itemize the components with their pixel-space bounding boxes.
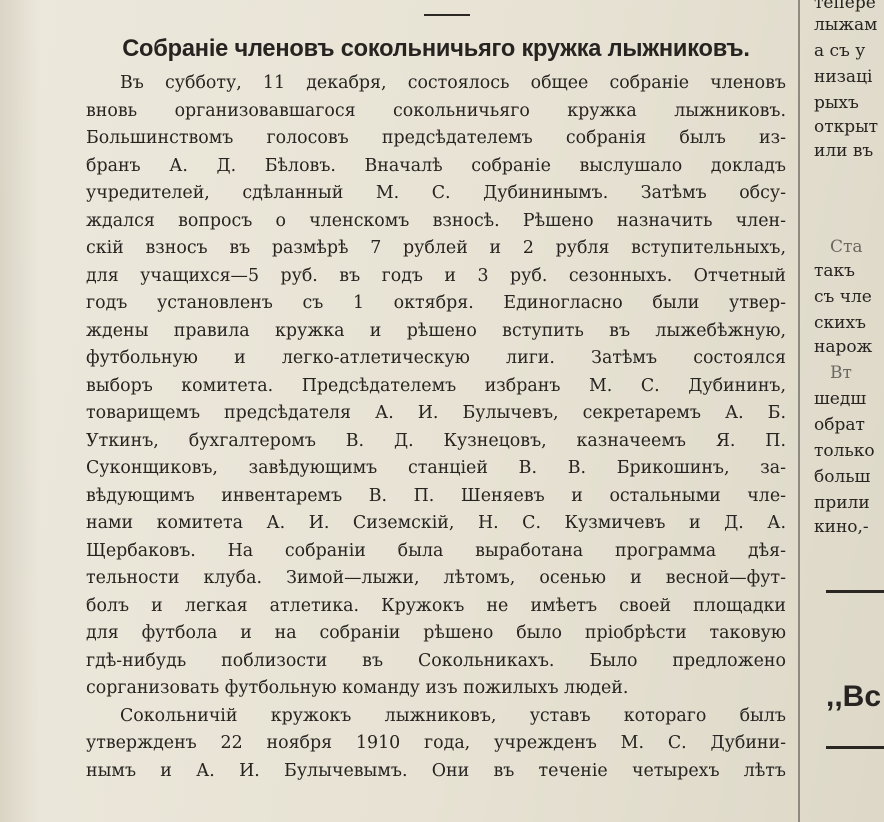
text-line: вновь организовавшагося сокольничьяго кружка лыжниковъ. xyxy=(86,100,786,121)
text-line: Большинствомъ голосовъ предсѣдателемъ собранія былъ из- xyxy=(86,128,786,148)
text-line: болъ и легкая атлетика. Кружокъ не имѣетъ своей площадки xyxy=(86,595,786,616)
text-line: тельности клуба. Зимой—лыжи, лѣтомъ, осенью и весной—фут- xyxy=(86,568,786,588)
side-text-fragment: открыт xyxy=(814,117,879,137)
text-line: футбольную и легко-атлетическую лиги. Затѣмъ состоялся xyxy=(86,348,786,368)
text-line: нами комитета А. И. Сиземскій, Н. С. Кузмичевъ и Д. А. xyxy=(86,513,786,533)
text-line: Щербаковъ. На собраніи была выработана программа дѣя- xyxy=(86,540,786,561)
side-text-fragment: съ чле xyxy=(814,287,872,307)
side-text-fragment: нарож xyxy=(814,337,873,357)
side-text-fragment: рыхъ xyxy=(814,93,859,113)
article-paragraph-1 xyxy=(86,70,786,703)
side-text-fragment: скихъ xyxy=(814,313,866,333)
side-rule-2 xyxy=(826,746,884,749)
side-text-fragment: такъ xyxy=(814,261,855,281)
side-text-fragment: Вт xyxy=(830,363,852,383)
text-line: годъ установленъ съ 1 октября. Единогласно были утвер- xyxy=(86,293,786,313)
top-separator-rule xyxy=(424,14,470,16)
side-text-fragment: лыжам xyxy=(814,15,878,35)
text-line: учредителей, сдѣланный М. С. Дубининымъ. Затѣмъ обсу- xyxy=(86,183,786,203)
side-text-fragment: а съ у xyxy=(814,41,866,61)
article-headline: Собраніе членовъ сокольничьяго кружка лыжниковъ. xyxy=(122,36,750,62)
text-line: скій взносъ въ размѣрѣ 7 рублей и 2 рубля вступительныхъ, xyxy=(86,238,786,258)
side-text-fragment: или въ xyxy=(814,141,874,161)
article-column xyxy=(86,28,786,785)
side-text-fragment: Ста xyxy=(830,237,863,257)
text-line: Уткинъ, бухгалтеромъ В. Д. Кузнецовъ, казначеемъ Я. П. xyxy=(86,430,786,451)
text-line: утвержденъ 22 ноября 1910 года, учрежденъ М. С. Дубини- xyxy=(86,733,786,753)
side-text-fragment: только xyxy=(814,441,875,461)
side-text-fragment: больш xyxy=(814,467,871,487)
page-shadow xyxy=(0,0,40,822)
text-line: выборъ комитета. Предсѣдателемъ избранъ М. С. Дубининъ, xyxy=(86,375,786,396)
side-text-fragment: обрат xyxy=(814,415,865,435)
text-line: Сокольничій кружокъ лыжниковъ, уставъ котораго былъ xyxy=(120,705,786,726)
text-line: сорганизовать футбольную команду изъ пожилыхъ людей. xyxy=(86,678,629,698)
text-line: ждены правила кружка и рѣшено вступить въ лыжебѣжную, xyxy=(86,320,786,341)
text-line: Въ субботу, 11 декабря, состоялось общее собраніе членовъ xyxy=(120,73,786,93)
text-line: для футбола и на собраніи рѣшено было пріобрѣсти таковую xyxy=(86,623,786,643)
column-divider-rule xyxy=(798,0,800,822)
side-text-fragment: низаці xyxy=(814,67,873,87)
text-line: ждался вопросъ о членскомъ взносѣ. Рѣшено назначить члeн- xyxy=(86,210,786,231)
article-paragraph-2 xyxy=(86,703,786,786)
side-text-fragment: кино,- xyxy=(814,517,869,537)
text-line: товарищемъ предсѣдателя А. И. Булычевъ, секретаремъ А. Б. xyxy=(86,403,786,423)
text-line: для учащихся—5 руб. въ годъ и 3 руб. сезонныхъ. Отчетный xyxy=(86,265,786,286)
text-line: Суконщиковъ, завѣдующимъ станціей В. В. Брикошинъ, за- xyxy=(86,458,786,478)
side-text-fragment: прили xyxy=(814,493,870,513)
text-line: бранъ А. Д. Бѣловъ. Вначалѣ собраніе выслушало докладъ xyxy=(86,155,786,176)
side-text-fragment: тепере xyxy=(814,0,876,13)
text-line: нымъ и А. И. Булычевымъ. Они въ теченіе четырехъ лѣтъ xyxy=(86,760,786,781)
side-rule-1 xyxy=(826,590,884,593)
text-line: гдѣ-нибудь поблизости въ Сокольникахъ. Было предложено xyxy=(86,650,786,671)
side-text-fragment: шедш xyxy=(814,389,867,409)
text-line: вѣдующимъ инвентаремъ В. П. Шеняевъ и остальными чле- xyxy=(86,485,786,506)
side-heading-fragment: ,,Вс xyxy=(826,680,882,713)
adjacent-column-fragment xyxy=(812,0,884,822)
